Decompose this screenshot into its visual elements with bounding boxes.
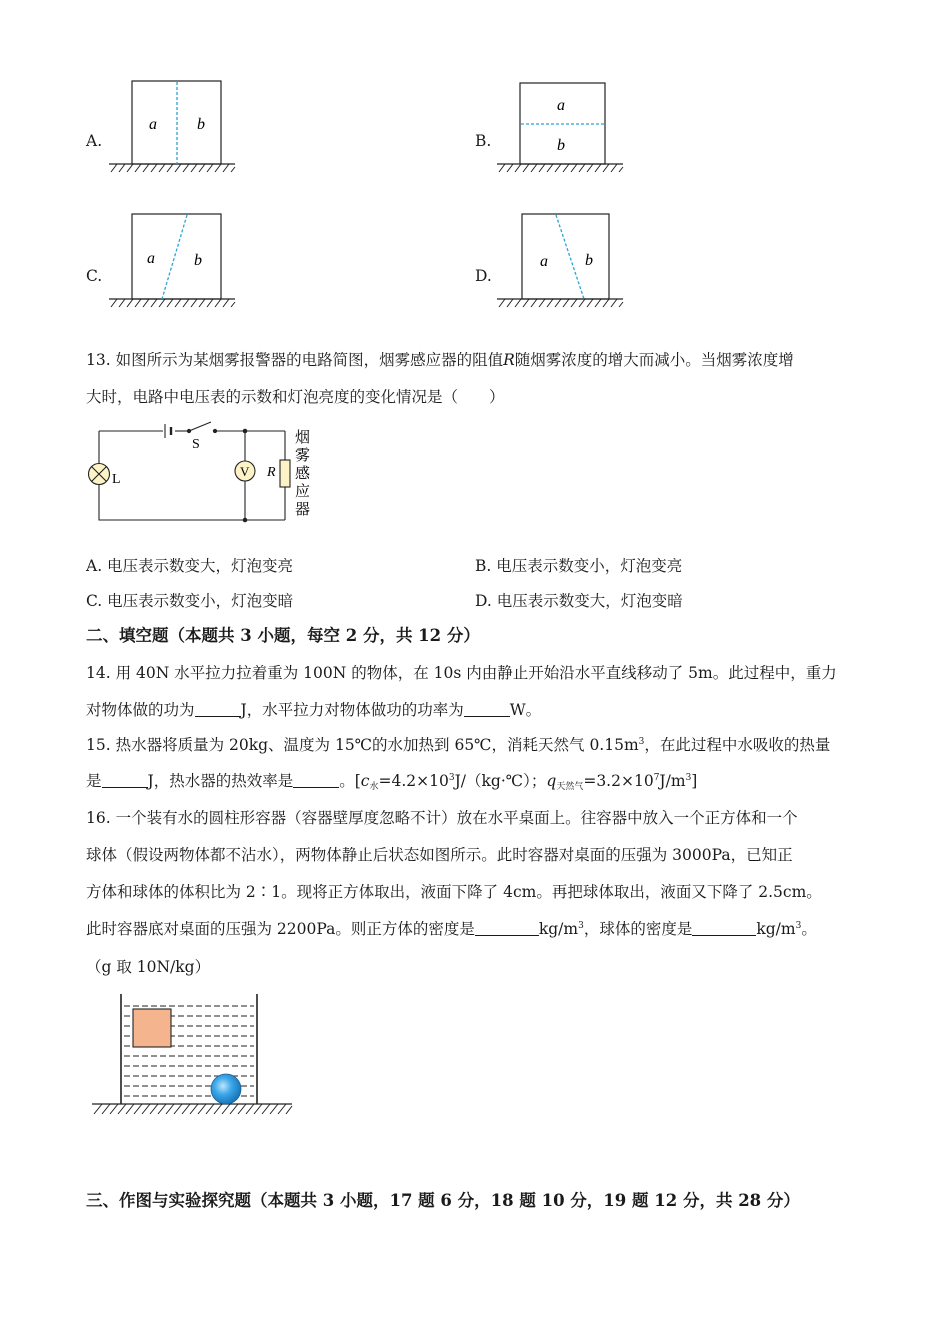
- q14-line2: 对物体做的功为 J，水平拉力对物体做功的功率为 W。: [86, 701, 542, 719]
- answer-blank: [195, 702, 241, 717]
- q16-line1: 16. 一个装有水的圆柱形容器（容器壁厚度忽略不计）放在水平桌面上。往容器中放入一个正方体和一个: [86, 809, 798, 827]
- answer-blank: [102, 773, 148, 788]
- sphere-shape: [211, 1074, 241, 1104]
- answer-blank: [464, 702, 510, 717]
- ground-hatch: [111, 164, 235, 172]
- svg-text:应: 应: [295, 482, 311, 500]
- q16-line3: 方体和球体的体积比为 2∶1。现将正方体取出，液面下降了 4cm。再把球体取出，液面又下降了 2.5cm。: [86, 883, 822, 901]
- q16-line4: 此时容器底对桌面的压强为 2200Pa。则正方体的密度是 $kg/m^3$，球体的密度是 $kg/m^3$。: [86, 920, 817, 938]
- q13-stem-line2: 大时，电路中电压表的示数和灯泡亮度的变化情况是（ ）: [86, 388, 505, 406]
- label-a: a: [149, 116, 157, 133]
- q12-option-c-label: C.: [86, 267, 103, 285]
- q12-figure-a: [105, 80, 240, 175]
- q13-option-c: C. 电压表示数变小，灯泡变暗: [86, 592, 294, 610]
- label-b: b: [585, 252, 593, 269]
- label-b: b: [194, 252, 202, 269]
- answer-blank: [475, 921, 539, 936]
- label-b: b: [557, 137, 565, 154]
- sensor-label: [295, 428, 310, 518]
- q12-figure-d: [495, 213, 630, 308]
- section-2-title: 二、填空题（本题共 3 小题，每空 2 分，共 12 分）: [86, 626, 480, 645]
- label-a: a: [147, 250, 155, 267]
- q13-option-a: A. 电压表示数变大，灯泡变亮: [86, 557, 294, 575]
- q12-option-a-label: A.: [86, 132, 103, 150]
- q13-stem-line1: 13. 如图所示为某烟雾报警器的电路简图，烟雾感应器的阻值R随烟雾浓度的增大而减小。当烟雾浓度增: [86, 351, 794, 369]
- voltmeter-label: V: [240, 464, 250, 479]
- answer-blank: [293, 773, 339, 788]
- q12-figure-c: [105, 213, 240, 308]
- q16-line2: 球体（假设两物体都不沾水），两物体静止后状态如图所示。此时容器对桌面的压强为 3000Pa，已知正: [86, 846, 793, 864]
- q12-option-d-label: D.: [475, 267, 492, 285]
- switch-label: S: [192, 437, 200, 452]
- q12-option-b-label: B.: [475, 132, 492, 150]
- svg-text:感: 感: [295, 464, 311, 482]
- cube-shape: [133, 1009, 171, 1047]
- lamp-icon: [89, 464, 110, 485]
- q16-line5: （g 取 10N/kg）: [86, 958, 211, 976]
- q15-line2: 是 J，热水器的热效率是 。[$c_水=4.2\times 10^3J/(kg\cdot℃)$；$q_{天然气}=3.2\times 10^7J/m^3$]: [86, 772, 698, 792]
- q13-circuit-diagram: [85, 422, 325, 527]
- q16-container-figure: [90, 990, 300, 1122]
- svg-text:器: 器: [295, 500, 311, 518]
- svg-text:烟: 烟: [295, 428, 311, 446]
- q15-line1: 15. 热水器将质量为 20kg、温度为 15℃的水加热到 65℃，消耗天然气 $0.15m^3$，在此过程中水吸收的热量: [86, 736, 831, 754]
- label-a: a: [557, 97, 565, 114]
- resistor-icon: [280, 460, 290, 487]
- q13-option-d: D. 电压表示数变大，灯泡变暗: [475, 592, 683, 610]
- q13-option-b: B. 电压表示数变小，灯泡变亮: [475, 557, 683, 575]
- lamp-label: L: [112, 472, 121, 487]
- answer-blank: [692, 921, 756, 936]
- label-b: b: [197, 116, 205, 133]
- resistor-label: R: [267, 465, 276, 480]
- q14-line1: 14. 用 40N 水平拉力拉着重为 100N 的物体，在 10s 内由静止开始沿水平直线移动了 5m。此过程中，重力: [86, 664, 837, 682]
- label-a: a: [540, 253, 548, 270]
- q12-figure-b: [495, 82, 630, 177]
- svg-text:雾: 雾: [295, 446, 311, 464]
- section-3-title: 三、作图与实验探究题（本题共 3 小题，17 题 6 分，18 题 10 分，19 题 12 分，共 28 分）: [86, 1191, 800, 1210]
